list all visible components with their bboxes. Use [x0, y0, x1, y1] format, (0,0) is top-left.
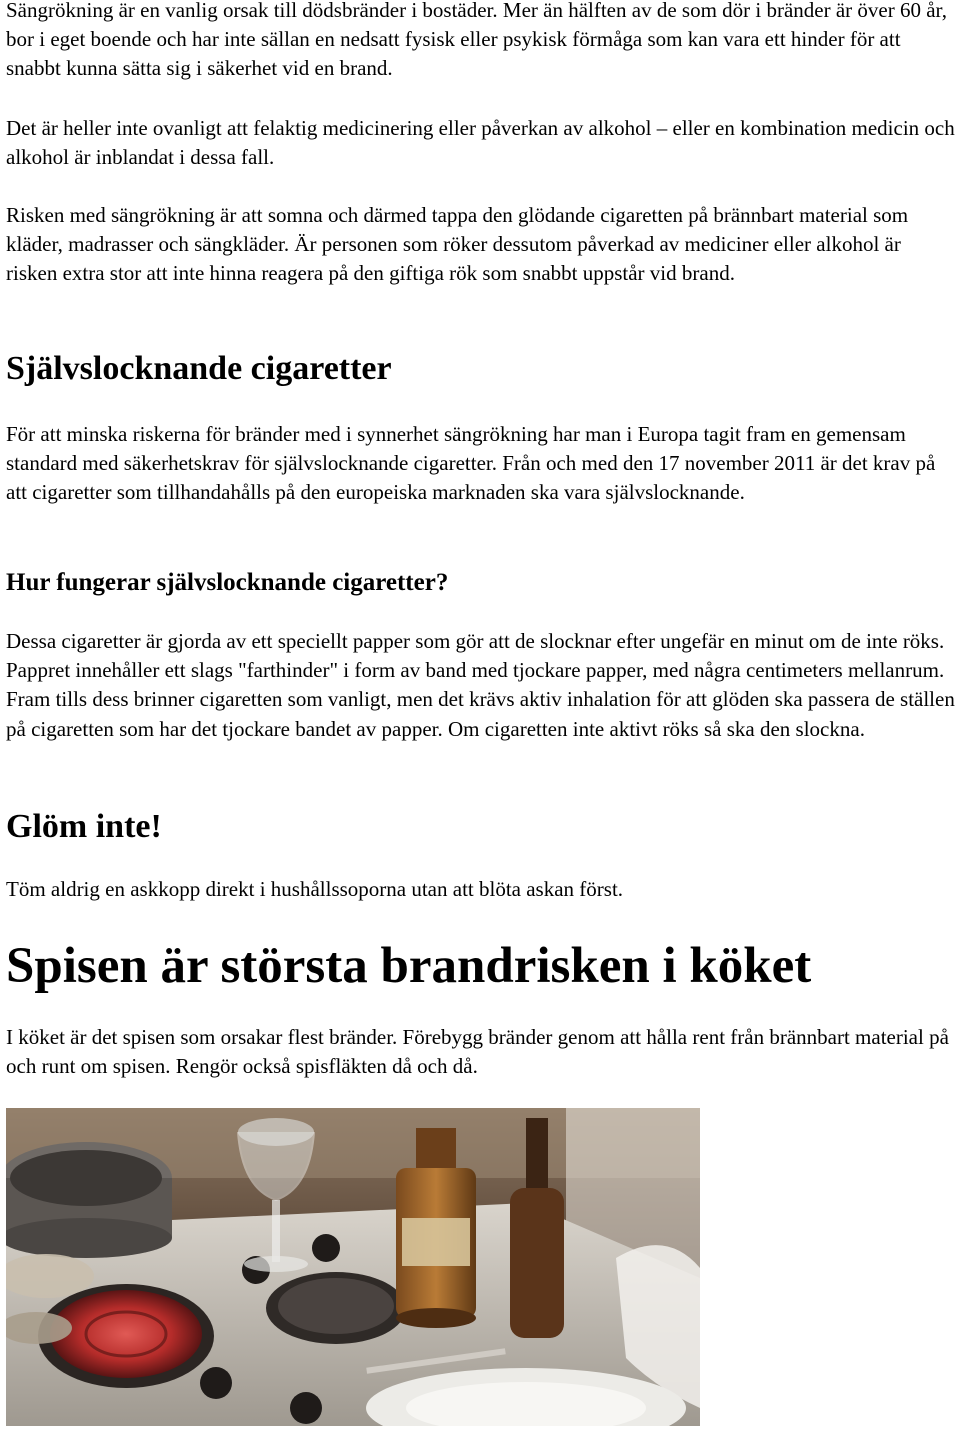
paragraph-bed-smoking-risk: Risken med sängrökning är att somna och därmed tappa den glödande cigaretten på brännbart material som kläder, madrasser och sängkläder. Är personen som röker dessutom påverkad av mediciner eller alkohol är risken extra stor att inte hinna reagera på den giftiga rök som snabbt uppstår vid brand. — [6, 203, 909, 286]
paragraph-ashtray-tip: Töm aldrig en askkopp direkt i hushållssoporna utan att blöta askan först. — [6, 877, 624, 901]
kitchen-stove-photo — [6, 1108, 700, 1426]
paragraph-kitchen-stove: I köket är det spisen som orsakar flest bränder. Förebygg bränder genom att hålla rent från brännbart material på och runt om spisen. Rengör också spisfläkten då och då. — [6, 1025, 949, 1079]
stove-knob — [290, 1392, 322, 1424]
paragraph-eu-standard: För att minska riskerna för bränder med i synnerhet sängrökning har man i Europa tagit fram en gemensam standard med säkerhetskrav för självslocknande cigaretter. Från och med den 17 november 2011 är det krav på att cigaretter som tillhandahålls på den europeiska marknaden ska vara självslocknande. — [6, 422, 936, 505]
stove-knob — [312, 1234, 340, 1262]
wine-glass — [244, 1256, 308, 1272]
saucepan — [10, 1150, 162, 1206]
kitchen-stove-illustration — [6, 1108, 700, 1426]
stove-knob — [200, 1367, 232, 1399]
heading-self-extinguishing-cigarettes: Självslocknande cigaretter — [6, 350, 392, 387]
paragraph-how-it-works: Dessa cigaretter är gjorda av ett speciellt papper som gör att de slocknar efter ungefär en minut om de inte röks. Pappret innehåller ett slags "farthinder" i form av band med tjockare papper, med några centimeters mellanrum. Fram tills dess brinner cigaretten som vanligt, men det krävs aktiv inhalation för att glöden ska passera de ställen på cigaretten som har det tjockare bandet av papper. Om cigaretten inte aktivt röks så ska den slockna. — [6, 629, 955, 741]
heading-how-it-works: Hur fungerar självslocknande cigaretter? — [6, 569, 449, 596]
bottle — [510, 1188, 564, 1338]
heading-dont-forget: Glöm inte! — [6, 808, 162, 845]
red-hotplate — [50, 1290, 202, 1378]
paragraph-medication-alcohol: Det är heller inte ovanligt att felaktig medicinering eller påverkan av alkohol – eller en kombination medicin och alkohol är inblandat i dessa fall. — [6, 116, 955, 170]
heading-stove-fire-risk: Spisen är största brandrisken i köket — [6, 938, 812, 994]
paragraph-bed-smoking-intro: Sängrökning är en vanlig orsak till dödsbränder i bostäder. Mer än hälften av de som dör i bränder är över 60 år, bor i eget boende och har inte sällan en nedsatt fysisk eller psykisk förmåga som kan vara ett hinder för att snabbt kunna sätta sig i säkerhet vid en brand. — [6, 0, 947, 81]
